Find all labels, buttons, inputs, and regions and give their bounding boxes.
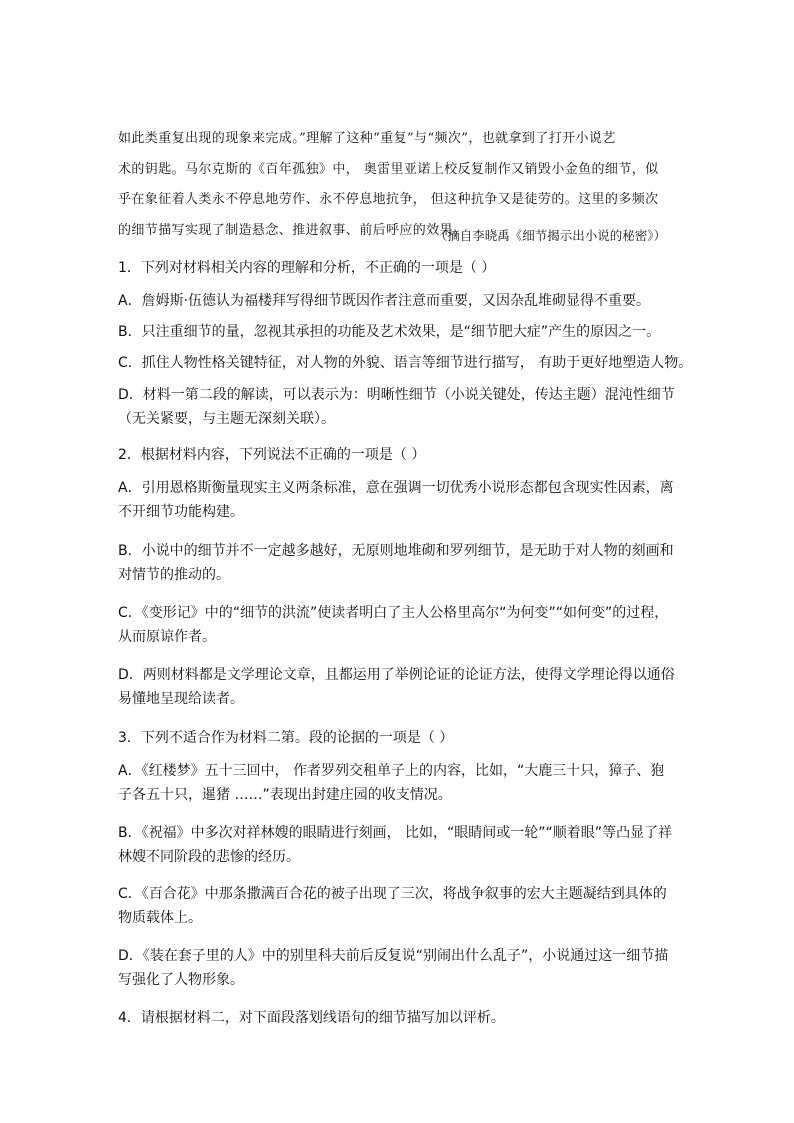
passage-line: 术的钥匙。马尔克斯的《百年孤独》中， 奥雷里亚诺上校反复制作又销毁小金鱼的细节，似 [118, 161, 659, 177]
question-2-option-b: B．小说中的细节并不一定越多越好，无原则地堆砌和罗列细节，是无助于对人物的刻画和对情节的推动的。 [118, 543, 674, 583]
question-1-option-d: D．材料一第二段的解读，可以表示为：明晰性细节（小说关键处，传达主题）混沌性细节（无关紧要，与主题无深刻关联）。 [118, 387, 675, 427]
question-2-option-c: C．《变形记》中的“细节的洪流”使读者明白了主人公格里高尔“为何变”“如何变”的过程，从而原谅作者。 [118, 605, 669, 645]
passage-source: （摘自李晓禹《细节揭示出小说的秘密》） [434, 228, 666, 243]
question-2-option-a: A．引用恩格斯衡量现实主义两条标准，意在强调一切优秀小说形态都包含现实性因素，离不开细节功能构建。 [118, 480, 674, 520]
passage-line: 如此类重复出现的现象来完成。”理解了这种“重复”与“频次”，也就拿到了打开小说艺 [118, 131, 616, 146]
question-1-option-b: B．只注重细节的量，忽视其承担的功能及艺术效果，是“细节肥大症”产生的原因之一。 [118, 324, 661, 340]
passage-line: 乎在象征着人类永不停息地劳作、永不停息地抗争， 但这种抗争又是徒劳的。这里的多频次 [118, 192, 659, 207]
question-3-stem: 3．下列不适合作为材料二第。段的论据的一项是（ ） [118, 730, 454, 746]
passage-line: 的细节描写实现了制造悬念、推进叙事、前后呼应的效果。 [118, 222, 467, 238]
question-3-option-d: D．《装在套子里的人》中的别里科夫前后反复说“别闹出什么乱子”，小说通过这一细节描写强化了人物形象。 [118, 948, 669, 988]
question-3-option-b: B．《祝福》中多次对祥林嫂的眼睛进行刻画， 比如，“眼睛间或一轮”“顺着眼”等凸显了祥林嫂不同阶段的悲惨的经历。 [118, 825, 673, 865]
question-2-stem: 2．根据材料内容，下列说法不正确的一项是（ ） [118, 447, 426, 463]
question-1-option-a: A．詹姆斯·伍德认为福楼拜写得细节既因作者注意而重要，又因杂乱堆砌显得不重要。 [118, 293, 651, 309]
question-1-option-c: C．抓住人物性格关键特征，对人物的外貌、语言等细节进行描写， 有助于更好地塑造人物。 [118, 355, 693, 371]
question-3-option-c: C．《百合花》中那条撒满百合花的被子出现了三次，将战争叙事的宏大主题凝结到具体的物质载体上。 [118, 886, 667, 926]
question-1-stem: 1．下列对材料相关内容的理解和分析，不正确的一项是（ ） [118, 260, 496, 276]
question-2-option-d: D．两则材料都是文学理论文章，且都运用了举例论证的论证方法，使得文学理论得以通俗易懂地呈现给读者。 [118, 667, 675, 707]
question-3-option-a: A．《红楼梦》五十三回中， 作者罗列交租单子上的内容，比如，“大鹿三十只，獐子、狍子各五十只，暹猪 ……”表现出封建庄园的收支情况。 [118, 763, 665, 803]
question-4-stem: 4．请根据材料二，对下面段落划线语句的细节描写加以评析。 [118, 1010, 505, 1026]
